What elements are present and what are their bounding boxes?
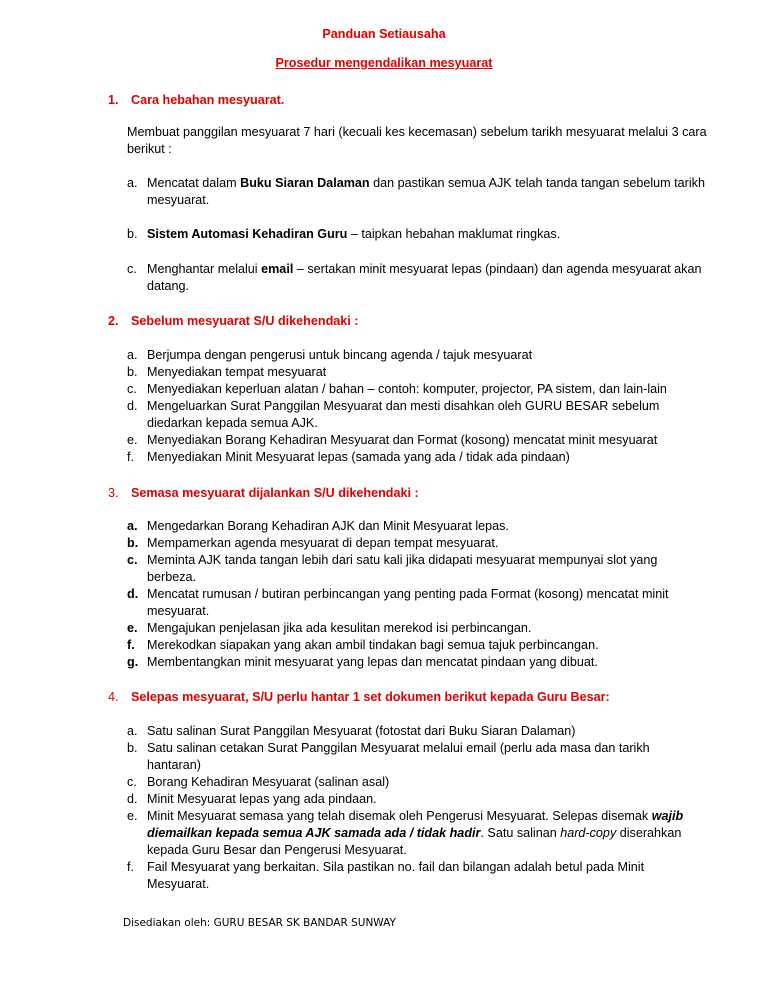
list-letter: a. xyxy=(127,724,138,738)
section-1-heading xyxy=(108,93,284,107)
item-text: dan pastikan semua AJK telah tanda tangan sebelum tarikh mesyuarat. xyxy=(147,176,705,207)
item-text: Minit Mesyuarat semasa yang telah disemak oleh Pengerusi Mesyuarat. Selepas disemak xyxy=(147,809,652,823)
list-item xyxy=(127,859,707,893)
list-item xyxy=(127,808,707,859)
list-letter: g. xyxy=(127,655,139,669)
list-letter: c. xyxy=(127,775,137,789)
list-item xyxy=(127,347,707,364)
list-letter: b. xyxy=(127,227,138,241)
list-item xyxy=(127,723,707,740)
item-text: diserahkan kepada Guru Besar dan Pengerusi Mesyuarat. xyxy=(147,826,682,857)
section-3-list xyxy=(127,518,707,671)
list-letter: b. xyxy=(127,536,139,550)
item-text: Menghantar melalui xyxy=(147,262,262,276)
list-letter: e. xyxy=(127,433,138,447)
section-1-intro: Membuat panggilan mesyuarat 7 hari (kecuali kes kecemasan) sebelum tarikh mesyuarat melalui 3 cara berikut : xyxy=(127,125,707,156)
item-text: Mencatat rumusan / butiran perbincangan yang penting pada Format (kosong) mencatat minit mesyuarat. xyxy=(147,587,669,618)
list-item xyxy=(127,791,707,808)
item-text: Satu salinan Surat Panggilan Mesyuarat (fotostat dari Buku Siaran Dalaman) xyxy=(147,724,576,738)
item-text: Membentangkan minit mesyuarat yang lepas dan mencatat pindaan yang dibuat. xyxy=(147,655,598,669)
item-bold-text: Sistem Automasi Kehadiran Guru xyxy=(147,227,348,241)
list-letter: d. xyxy=(127,399,138,413)
item-text: Borang Kehadiran Mesyuarat (salinan asal) xyxy=(147,775,390,789)
item-text: Fail Mesyuarat yang berkaitan. Sila pastikan no. fail dan bilangan adalah betul pada Minit Mesyuarat. xyxy=(147,860,645,891)
section-4-list xyxy=(127,723,707,893)
list-item xyxy=(127,175,707,209)
list-item xyxy=(127,261,707,295)
list-item xyxy=(127,552,707,586)
list-letter: b. xyxy=(127,741,138,755)
list-item xyxy=(127,381,707,398)
item-text: Berjumpa dengan pengerusi untuk bincang agenda / tajuk mesyuarat xyxy=(147,348,533,362)
list-letter: a. xyxy=(127,519,138,533)
section-title: Sebelum mesyuarat S/U dikehendaki : xyxy=(131,314,359,328)
list-letter: f. xyxy=(127,860,134,874)
section-2-heading xyxy=(108,314,358,328)
list-letter: d. xyxy=(127,587,139,601)
item-text: Satu salinan cetakan Surat Panggilan Mesyuarat melalui email (perlu ada masa dan tarikh hantaran) xyxy=(147,741,650,772)
item-text: – taipkan hebahan maklumat ringkas. xyxy=(347,227,561,241)
section-number: 1. xyxy=(108,93,119,107)
item-text: – sertakan minit mesyuarat lepas (pindaan) dan agenda mesyuarat akan datang. xyxy=(147,262,702,293)
item-text: Merekodkan siapakan yang akan ambil tindakan bagi semua tajuk perbincangan. xyxy=(147,638,599,652)
section-title: Selepas mesyuarat, S/U perlu hantar 1 set dokumen berikut kepada Guru Besar: xyxy=(131,690,610,704)
list-item xyxy=(127,620,707,637)
list-letter: a. xyxy=(127,348,138,362)
item-text: Mencatat dalam xyxy=(147,176,241,190)
document-title: Panduan Setiausaha xyxy=(322,27,446,41)
list-item xyxy=(127,774,707,791)
section-number: 2. xyxy=(108,314,119,328)
list-item xyxy=(127,740,707,774)
list-item xyxy=(127,654,707,671)
section-3-heading xyxy=(108,486,419,500)
list-letter: a. xyxy=(127,176,138,190)
section-1-list-c xyxy=(127,261,707,295)
list-letter: c. xyxy=(127,262,137,276)
document-subtitle: Prosedur mengendalikan mesyuarat xyxy=(275,56,493,70)
list-letter: f. xyxy=(127,638,135,652)
section-title: Cara hebahan mesyuarat. xyxy=(131,93,285,107)
list-item xyxy=(127,586,707,620)
item-text: . Satu salinan xyxy=(480,826,561,840)
list-item xyxy=(127,535,707,552)
item-bold-italic-text: wajib diemailkan kepada semua AJK samada ada / tidak hadir xyxy=(147,809,684,840)
item-bold-text: Buku Siaran Dalaman xyxy=(240,176,370,190)
list-item xyxy=(127,398,707,432)
section-number: 4. xyxy=(108,690,119,704)
item-text: Mengajukan penjelasan jika ada kesulitan merekod isi perbincangan. xyxy=(147,621,532,635)
section-4-heading xyxy=(108,690,610,704)
item-text: Menyediakan Minit Mesyuarat lepas (samada yang ada / tidak ada pindaan) xyxy=(147,450,570,464)
item-text: Minit Mesyuarat lepas yang ada pindaan. xyxy=(147,792,377,806)
list-item xyxy=(127,226,707,243)
list-item xyxy=(127,637,707,654)
item-text: Menyediakan keperluan alatan / bahan – contoh: komputer, projector, PA sistem, dan lain-lain xyxy=(147,382,667,396)
item-bold-text: email xyxy=(261,262,294,276)
list-item xyxy=(127,432,707,449)
item-italic-text: hard-copy xyxy=(560,826,617,840)
item-text: Menyediakan tempat mesyuarat xyxy=(147,365,327,379)
list-item xyxy=(127,364,707,381)
section-number: 3. xyxy=(108,486,119,500)
item-text: Mengeluarkan Surat Panggilan Mesyuarat dan mesti disahkan oleh GURU BESAR sebelum diedarkan kepada semua AJK. xyxy=(147,399,660,430)
list-letter: e. xyxy=(127,621,138,635)
section-title: Semasa mesyuarat dijalankan S/U dikehendaki : xyxy=(131,486,419,500)
item-text: Mengedarkan Borang Kehadiran AJK dan Minit Mesyuarat lepas. xyxy=(147,519,509,533)
document-footer: Disediakan oleh: GURU BESAR SK BANDAR SUNWAY xyxy=(123,917,396,929)
section-1-list xyxy=(127,175,707,209)
item-text: Mempamerkan agenda mesyuarat di depan tempat mesyuarat. xyxy=(147,536,499,550)
section-2-list xyxy=(127,347,707,466)
list-letter: b. xyxy=(127,365,138,379)
list-letter: f. xyxy=(127,450,134,464)
list-letter: e. xyxy=(127,809,138,823)
section-1-list-b xyxy=(127,226,707,243)
list-item xyxy=(127,449,707,466)
item-text: Meminta AJK tanda tangan lebih dari satu kali jika didapati mesyuarat mempunyai slot yang berbeza. xyxy=(147,553,658,584)
list-letter: c. xyxy=(127,553,138,567)
list-letter: d. xyxy=(127,792,138,806)
list-item xyxy=(127,518,707,535)
list-letter: c. xyxy=(127,382,137,396)
item-text: Menyediakan Borang Kehadiran Mesyuarat dan Format (kosong) mencatat minit mesyuarat xyxy=(147,433,658,447)
